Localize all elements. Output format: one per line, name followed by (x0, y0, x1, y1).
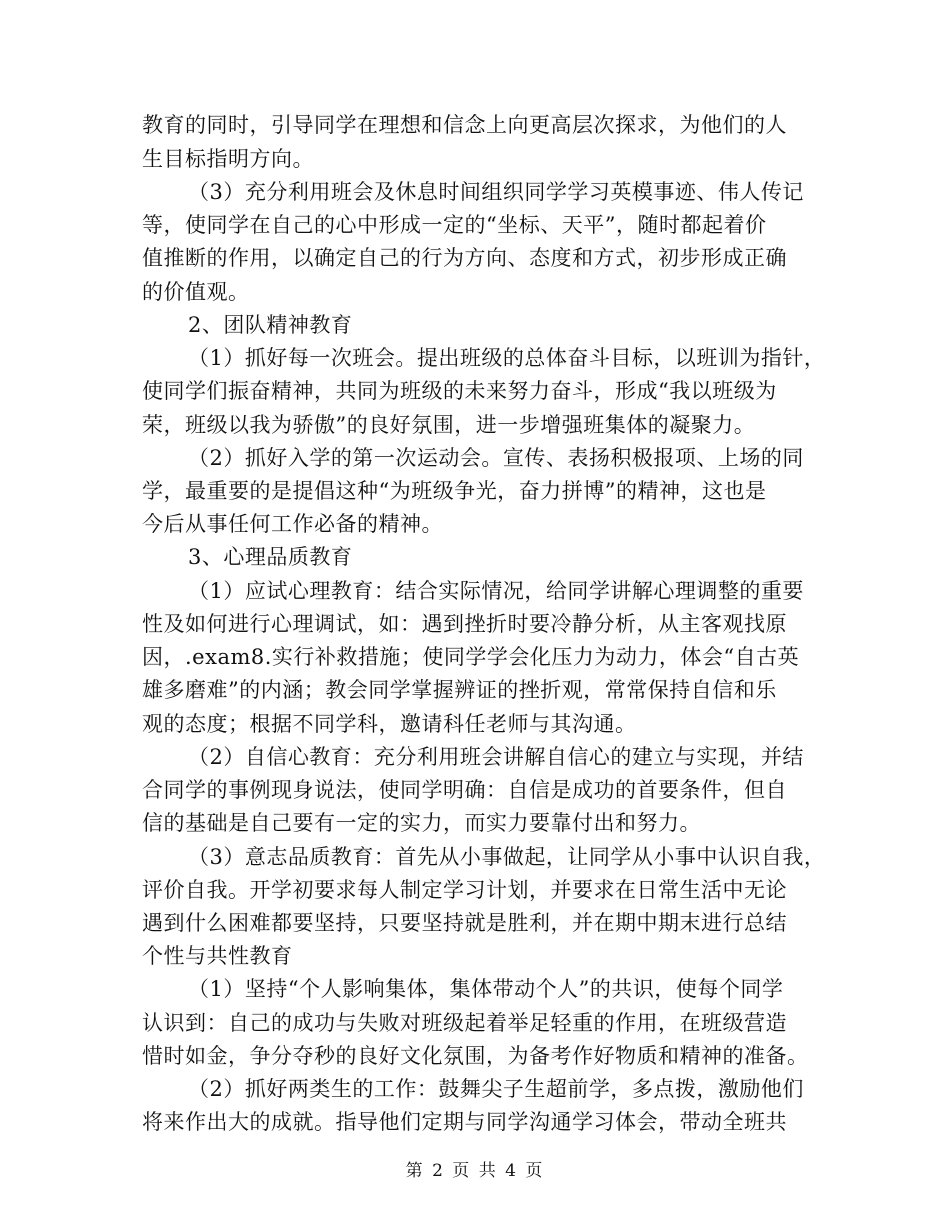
paragraph-line: 雄多磨难”的内涵；教会同学掌握辨证的挫折观，常常保持自信和乐 (142, 678, 777, 702)
section-heading: 2、团队精神教育 (188, 313, 353, 337)
paragraph-line: 因，.exam8.实行补救措施；使同学学会化压力为动力，体会“自古英 (142, 645, 800, 669)
paragraph-line: 的价值观。 (142, 280, 250, 304)
paragraph-line: 观的态度；根据不同学科，邀请科任老师与其沟通。 (142, 712, 637, 736)
paragraph-line: （2）自信心教育：充分利用班会讲解自信心的建立与实现，并结 (188, 745, 804, 769)
paragraph-line: 性及如何进行心理调试，如：遇到挫折时要冷静分析，从主客观找原 (142, 612, 787, 636)
paragraph-line: 认识到：自己的成功与失败对班级起着举足轻重的作用，在班级营造 (142, 1011, 787, 1035)
paragraph-line: 今后从事任何工作必备的精神。 (142, 512, 443, 536)
paragraph-line: 遇到什么困难都要坚持，只要坚持就是胜利，并在期中期末进行总结 (142, 911, 787, 935)
paragraph-line: 信的基础是自己要有一定的实力，而实力要靠付出和努力。 (142, 811, 701, 835)
paragraph-line: 评价自我。开学初要求每人制定学习计划，并要求在日常生活中无论 (142, 878, 787, 902)
paragraph-line: 惜时如金，争分夺秒的良好文化氛围，为备考作好物质和精神的准备。 (142, 1044, 809, 1068)
paragraph-line: 使同学们振奋精神，共同为班级的未来努力奋斗，形成“我以班级为 (142, 379, 777, 403)
paragraph-line: （3）意志品质教育：首先从小事做起，让同学从小事中认识自我， (188, 845, 826, 869)
paragraph-line: 将来作出大的成就。指导他们定期与同学沟通学习体会，带动全班共 (142, 1110, 787, 1134)
paragraph-line: 等，使同学在自己的心中形成一定的“坐标、天平”，随时都起着价 (142, 213, 767, 237)
section-heading: 3、心理品质教育 (188, 545, 353, 569)
paragraph-line: （1）坚持“个人影响集体，集体带动个人”的共识，使每个同学 (188, 977, 784, 1001)
paragraph-line: 合同学的事例现身说法，使同学明确：自信是成功的首要条件，但自 (142, 778, 787, 802)
paragraph-line: 生目标指明方向。 (142, 147, 314, 171)
paragraph-line: 值推断的作用，以确定自己的行为方向、态度和方式，初步形成正确 (142, 246, 787, 270)
paragraph-line: （3）充分利用班会及休息时间组织同学学习英模事迹、伟人传记 (188, 180, 804, 204)
section-heading: 个性与共性教育 (142, 944, 293, 968)
paragraph-line: （2）抓好入学的第一次运动会。宣传、表扬积极报项、上场的同 (188, 446, 804, 470)
paragraph-line: 学，最重要的是提倡这种“为班级争光，奋力拼博”的精神，这也是 (142, 479, 767, 503)
page-footer: 第 2 页 共 4 页 (405, 1161, 545, 1181)
paragraph-line: （1）应试心理教育：结合实际情况，给同学讲解心理调整的重要 (188, 579, 804, 603)
paragraph-line: 荣，班级以我为骄傲”的良好氛围，进一步增强班集体的凝聚力。 (142, 413, 756, 437)
paragraph-line: 教育的同时，引导同学在理想和信念上向更高层次探求，为他们的人 (142, 113, 787, 137)
paragraph-line: （1）抓好每一次班会。提出班级的总体奋斗目标，以班训为指针， (188, 346, 826, 370)
paragraph-line: （2）抓好两类生的工作：鼓舞尖子生超前学，多点拨，激励他们 (188, 1077, 804, 1101)
